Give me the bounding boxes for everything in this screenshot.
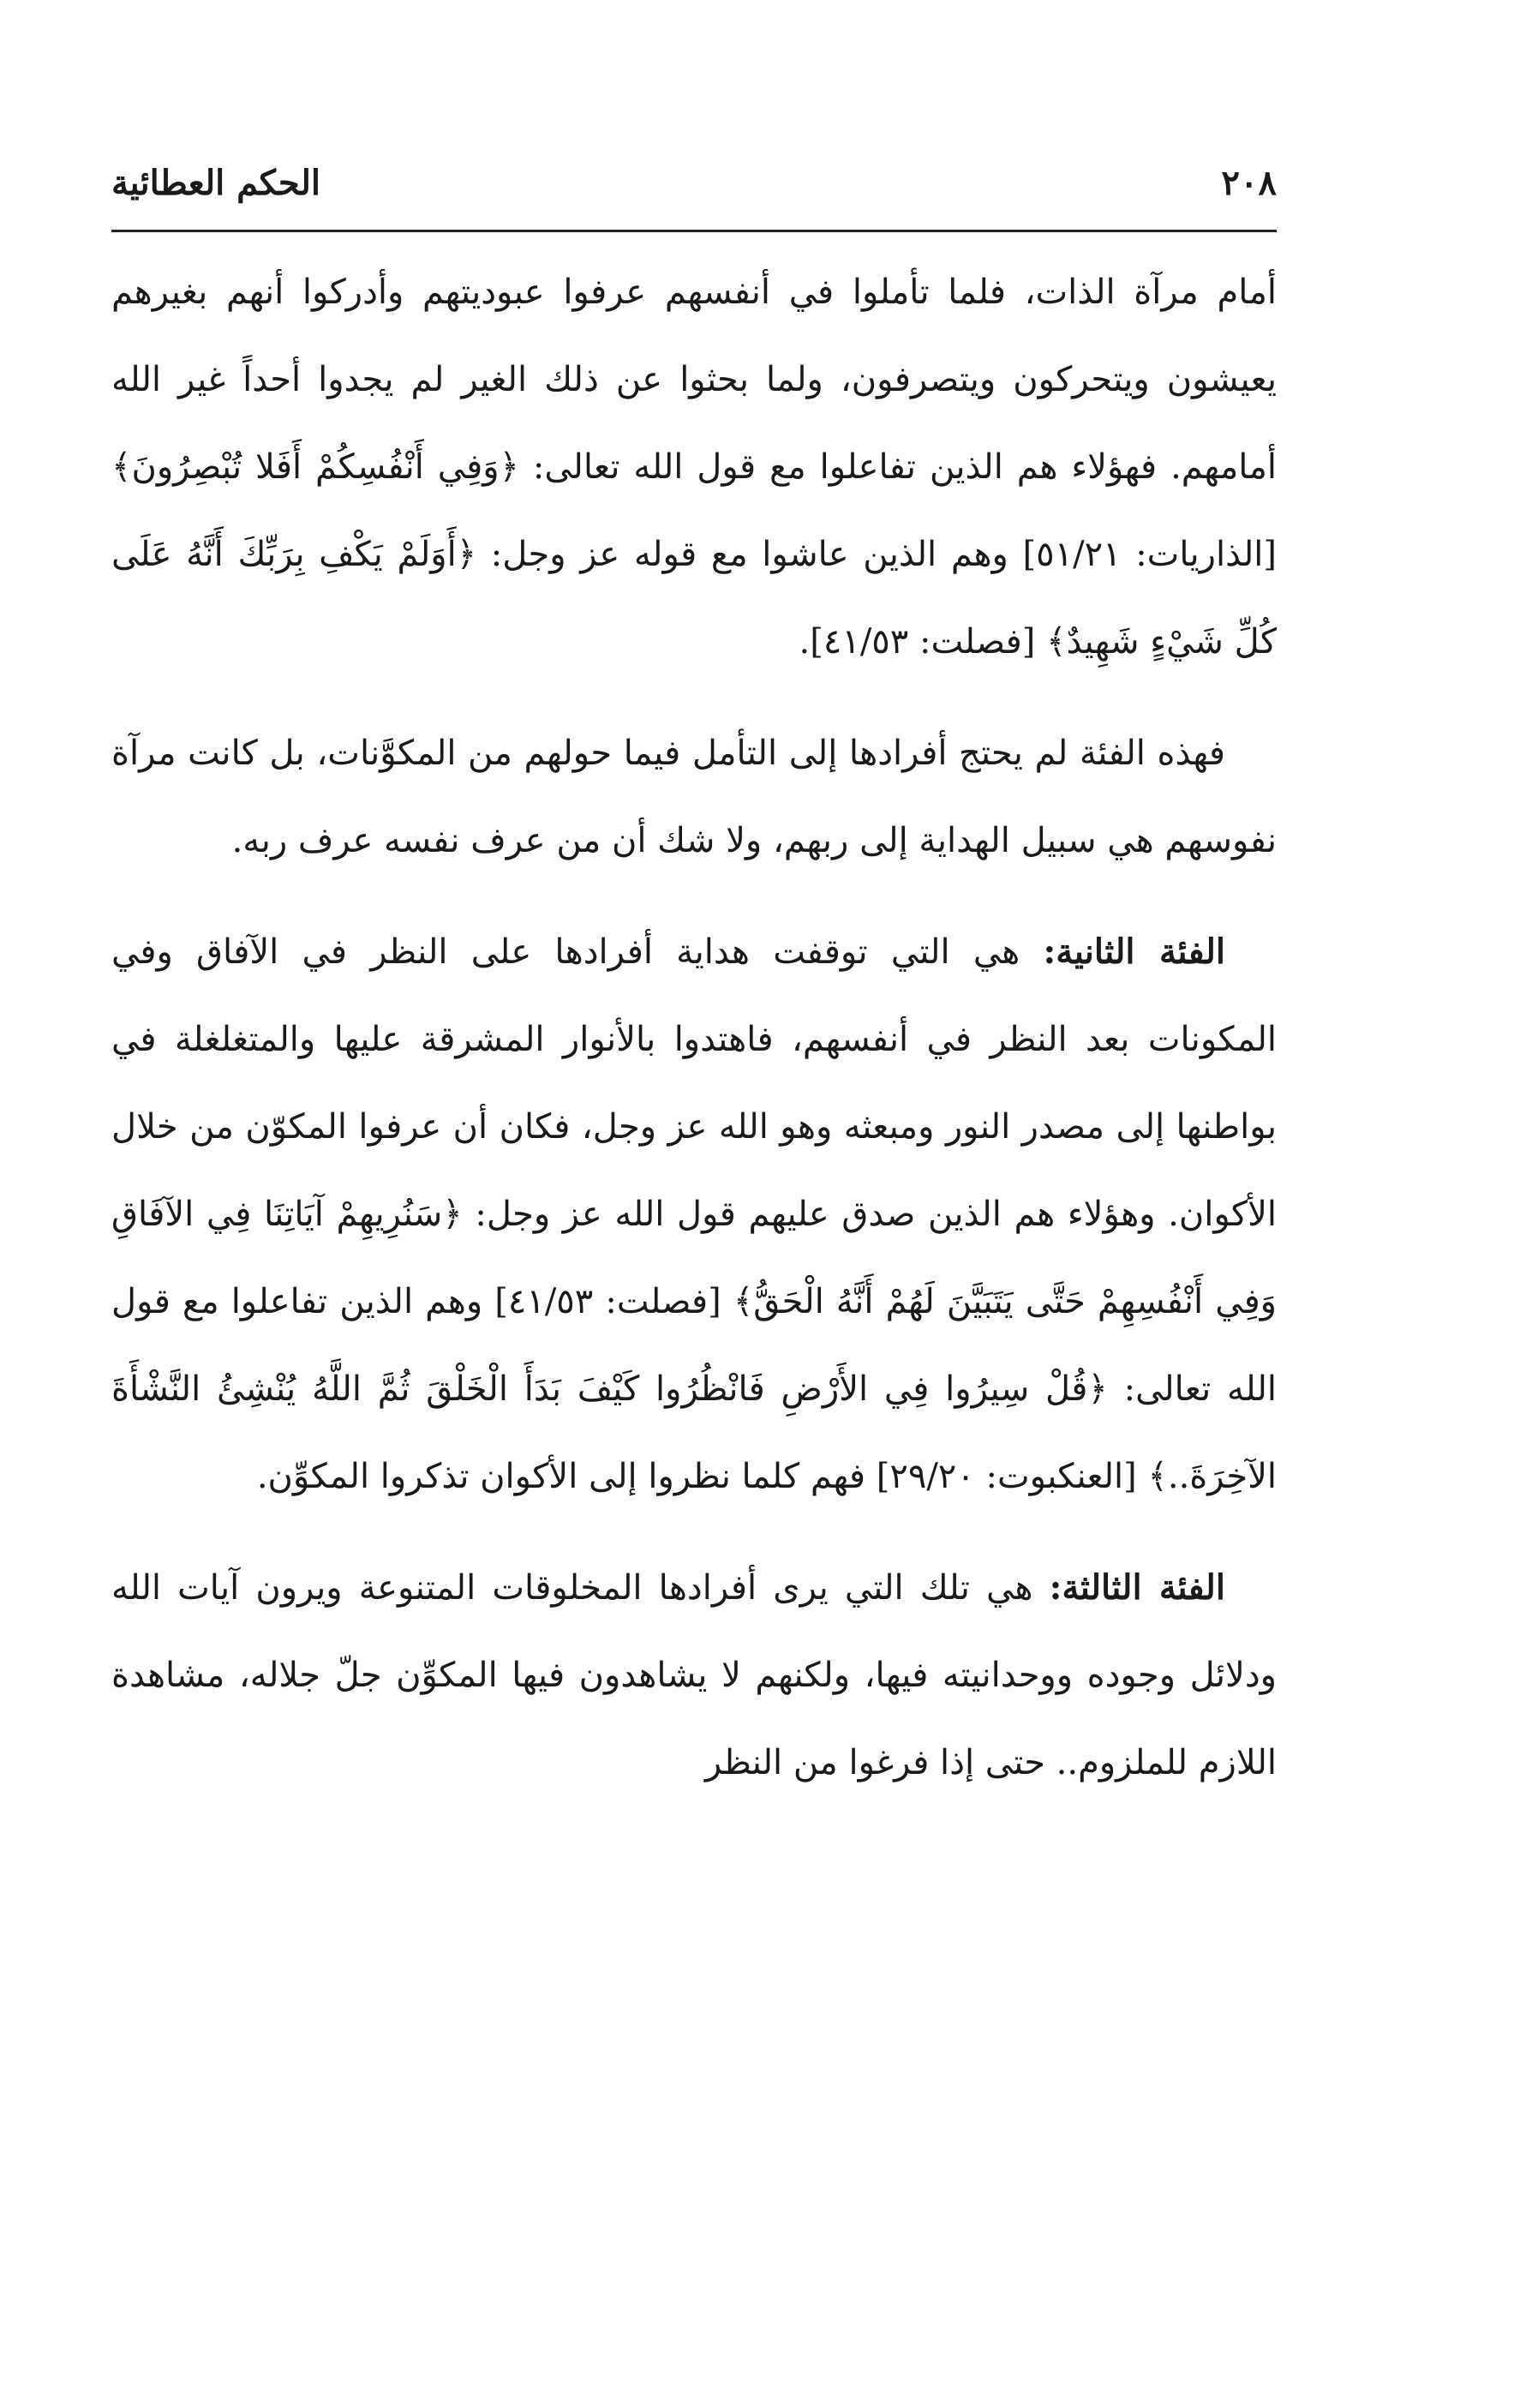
paragraph-1 — [111, 249, 1277, 686]
paragraph-4-lead: الفئة الثالثة: — [1049, 1567, 1225, 1608]
body-text — [111, 249, 1277, 1830]
paragraph-3-text: هي التي توقفت هداية أفرادها على النظر في الآفاق وفي المكونات بعد النظر في أنفسهم، فاهتدوا بالأنوار المشرقة عليها والمتغلغلة في بواطنها إلى مصدر النور ومبعثه وهو الله عز وجل، فكان أن عرفوا المكوّن من خلال الأكوان. وهؤلاء هم الذين صدق عليهم قول الله عز وجل: ﴿سَنُرِيهِمْ آيَاتِنَا فِي الآفَاقِ وَفِي أَنْفُسِهِمْ حَتَّى يَتَبَيَّنَ لَهُمْ أَنَّهُ الْحَقُّ﴾ [فصلت: ٤١/٥٣] وهم الذين تفاعلوا مع قول الله تعالى: ﴿قُلْ سِيرُوا فِي الأَرْضِ فَانْظُرُوا كَيْفَ بَدَأَ الْخَلْقَ ثُمَّ اللَّهُ يُنْشِئُ النَّشْأَةَ الآخِرَةَ..﴾ [العنكبوت: ٢٩/٢٠] فهم كلما نظروا إلى الأكوان تذكروا المكوِّن. — [111, 932, 1278, 1496]
running-title: الحكم العطائية — [111, 163, 321, 203]
paragraph-3 — [111, 908, 1277, 1520]
page-number: ٢٠٨ — [1221, 163, 1277, 203]
page-header — [111, 163, 1277, 214]
paragraph-4-text: هي تلك التي يرى أفرادها المخلوقات المتنوعة ويرون آيات الله ودلائل وجوده ووحدانيته فيها، ولكنهم لا يشاهدون فيها المكوِّن جلّ جلاله، مشاهدة اللازم للملزوم.. حتى إذا فرغوا من النظر — [111, 1568, 1277, 1782]
paragraph-4 — [111, 1544, 1277, 1806]
paragraph-2 — [111, 710, 1277, 884]
paragraph-3-lead: الفئة الثانية: — [1043, 931, 1225, 972]
header-rule — [111, 230, 1277, 232]
paragraph-2-text: فهذه الفئة لم يحتج أفرادها إلى التأمل فيما حولهم من المكوَّنات، بل كانت مرآة نفوسهم هي سبيل الهداية إلى ربهم، ولا شك أن من عرف نفسه عرف ربه. — [111, 734, 1277, 860]
paragraph-1-text: أمام مرآة الذات، فلما تأملوا في أنفسهم عرفوا عبوديتهم وأدركوا أنهم بغيرهم يعيشون ويتحركون ويتصرفون، ولما بحثوا عن ذلك الغير لم يجدوا أحداً غير الله أمامهم. فهؤلاء هم الذين تفاعلوا مع قول الله تعالى: ﴿وَفِي أَنْفُسِكُمْ أَفَلا تُبْصِرُونَ﴾ [الذاريات: ٥١/٢١] وهم الذين عاشوا مع قوله عز وجل: ﴿أَوَلَمْ يَكْفِ بِرَبِّكَ أَنَّهُ عَلَى كُلِّ شَيْءٍ شَهِيدٌ﴾ [فصلت: ٤١/٥٣]. — [111, 273, 1277, 662]
book-page — [111, 146, 1277, 2117]
